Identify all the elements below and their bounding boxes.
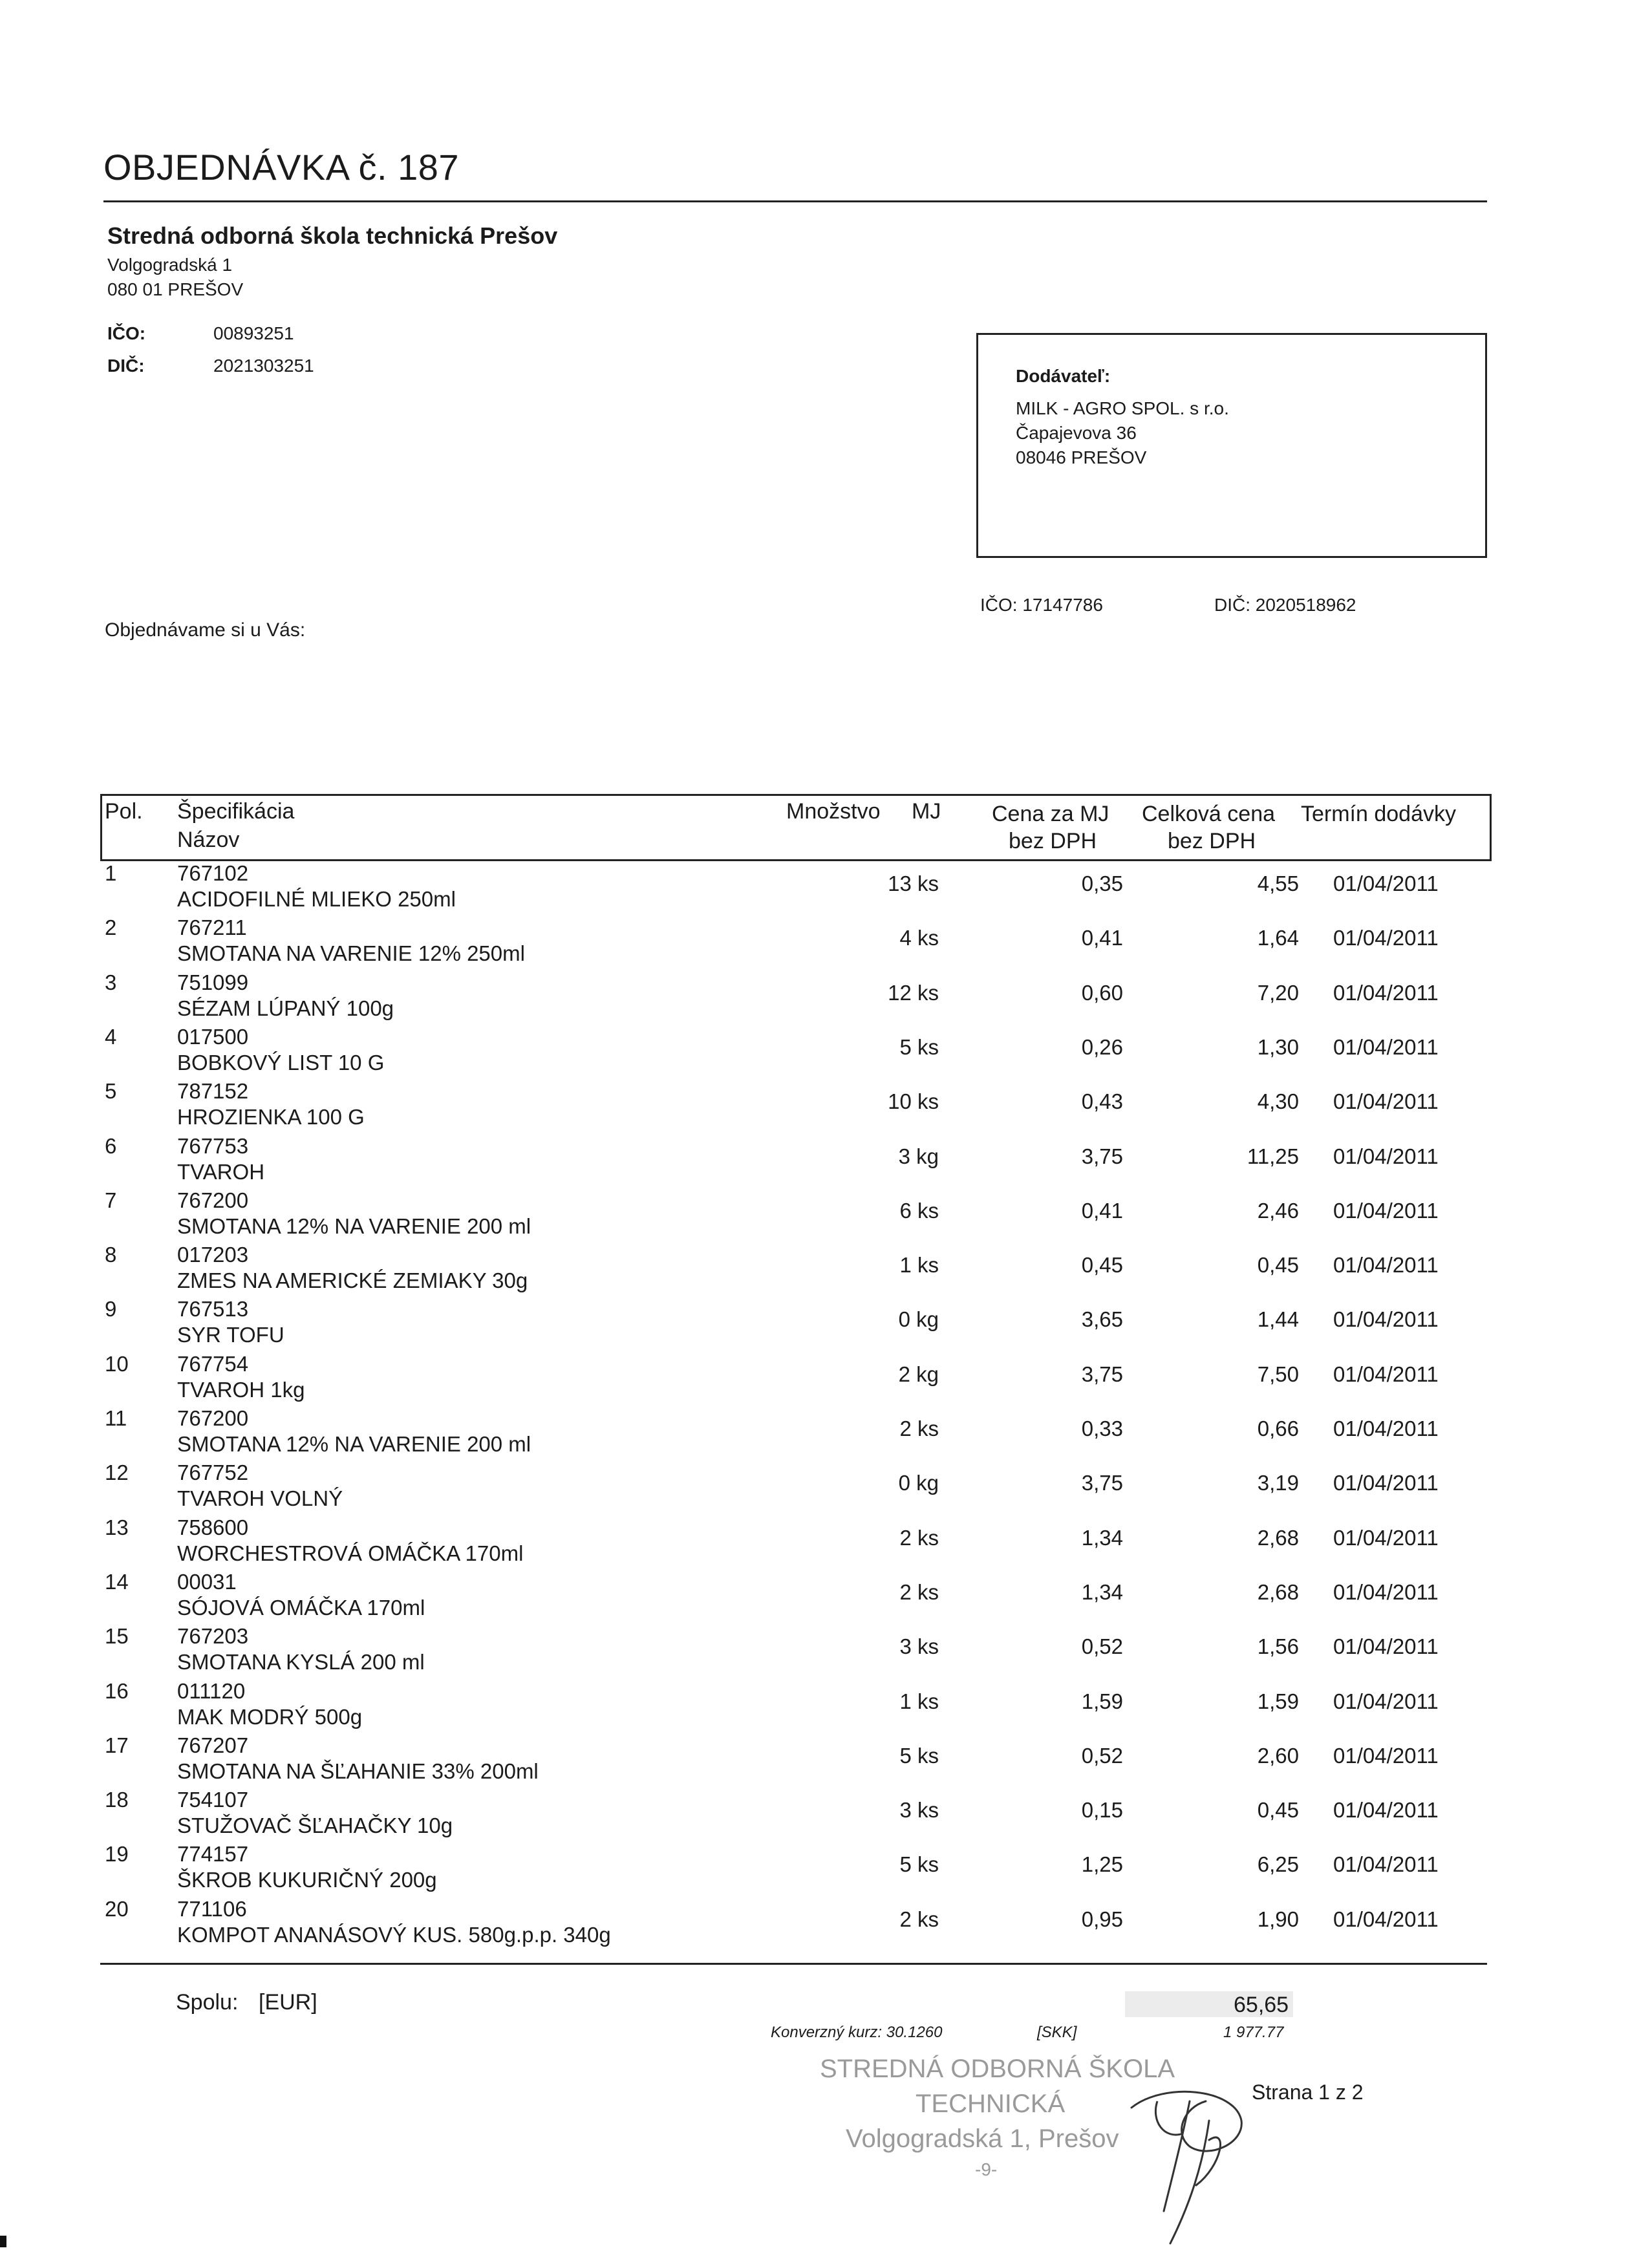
table-row — [0, 1624, 1650, 1678]
row-code: 767207 — [177, 1733, 249, 1757]
row-total-price: 1,44 — [1257, 1307, 1299, 1332]
stamp-line-1: STREDNÁ ODBORNÁ ŠKOLA — [820, 2055, 1175, 2083]
table-row — [0, 915, 1650, 970]
row-pol: 5 — [105, 1079, 117, 1104]
row-code: 767200 — [177, 1188, 249, 1212]
table-row — [0, 1842, 1650, 1896]
table-row — [0, 1460, 1650, 1515]
row-name: WORCHESTROVÁ OMÁČKA 170ml — [177, 1541, 524, 1565]
row-pol: 4 — [105, 1024, 117, 1049]
buyer-dic-value: 2021303251 — [213, 356, 314, 376]
row-delivery-date: 01/04/2011 — [1333, 1579, 1439, 1604]
row-pol: 16 — [105, 1678, 129, 1703]
row-unit-price: 0,60 — [1081, 980, 1123, 1005]
row-delivery-date: 01/04/2011 — [1333, 1307, 1439, 1332]
row-qty: 4 ks — [899, 926, 939, 950]
total-skk: 1 977.77 — [1223, 2024, 1284, 2041]
row-qty: 0 kg — [898, 1307, 939, 1332]
buyer-street: Volgogradská 1 — [107, 255, 233, 275]
row-qty: 3 ks — [899, 1634, 939, 1659]
row-pol: 18 — [105, 1788, 129, 1812]
total-currency: [EUR] — [259, 1990, 317, 2015]
row-name: SMOTANA NA VARENIE 12% 250ml — [177, 941, 525, 966]
row-delivery-date: 01/04/2011 — [1333, 1253, 1439, 1278]
row-qty: 3 ks — [899, 1798, 939, 1823]
table-row — [0, 1352, 1650, 1406]
row-name: SÓJOVÁ OMÁČKA 170ml — [177, 1595, 425, 1620]
row-delivery-date: 01/04/2011 — [1333, 1089, 1439, 1114]
row-code: 774157 — [177, 1842, 249, 1867]
row-code: 767200 — [177, 1406, 249, 1430]
row-name: TVAROH — [177, 1159, 265, 1184]
row-qty: 1 ks — [899, 1253, 939, 1278]
row-name: SMOTANA KYSLÁ 200 ml — [177, 1650, 425, 1674]
row-pol: 3 — [105, 970, 117, 994]
row-name: BOBKOVÝ LIST 10 G — [177, 1050, 385, 1075]
row-unit-price: 0,52 — [1081, 1743, 1123, 1768]
row-code: 017203 — [177, 1243, 249, 1267]
skk-unit: [SKK] — [1037, 2024, 1077, 2041]
row-qty: 6 ks — [899, 1198, 939, 1223]
total-label: Spolu: — [176, 1990, 239, 2015]
buyer-ico-value: 00893251 — [213, 323, 294, 343]
row-delivery-date: 01/04/2011 — [1333, 1634, 1439, 1659]
header-unit: MJ — [912, 799, 941, 824]
table-row — [0, 1679, 1650, 1733]
row-pol: 7 — [105, 1188, 117, 1212]
row-pol: 14 — [105, 1569, 129, 1594]
row-code: 751099 — [177, 970, 249, 994]
row-qty: 2 kg — [898, 1362, 939, 1386]
row-qty: 5 ks — [899, 1743, 939, 1768]
document-title: OBJEDNÁVKA č. 187 — [103, 147, 460, 187]
row-code: 787152 — [177, 1079, 249, 1104]
stamp-line-3: Volgogradská 1, Prešov — [846, 2124, 1119, 2153]
row-code: 754107 — [177, 1788, 249, 1812]
row-total-price: 7,20 — [1257, 980, 1299, 1005]
row-total-price: 7,50 — [1257, 1362, 1299, 1386]
row-code: 767754 — [177, 1351, 249, 1376]
row-total-price: 4,55 — [1257, 872, 1299, 895]
order-intro: Objednávame si u Vás: — [105, 619, 306, 641]
row-code: 00031 — [177, 1569, 237, 1594]
row-name: TVAROH VOLNÝ — [177, 1486, 343, 1511]
row-total-price: 3,19 — [1257, 1471, 1299, 1495]
row-qty: 10 ks — [888, 1089, 939, 1114]
row-delivery-date: 01/04/2011 — [1333, 1362, 1439, 1386]
row-delivery-date: 01/04/2011 — [1333, 980, 1439, 1005]
conversion-rate: Konverzný kurz: 30.1260 — [771, 2024, 943, 2041]
stamp-line-2: TECHNICKÁ — [916, 2090, 1066, 2118]
row-code: 767102 — [177, 861, 249, 885]
row-delivery-date: 01/04/2011 — [1333, 1198, 1439, 1223]
supplier-street: Čapajevova 36 — [1016, 423, 1137, 443]
table-row — [0, 1733, 1650, 1788]
row-code: 771106 — [177, 1896, 247, 1921]
row-qty: 5 ks — [899, 1852, 939, 1877]
row-total-price: 1,56 — [1257, 1634, 1299, 1659]
row-code: 767752 — [177, 1460, 249, 1485]
row-unit-price: 1,59 — [1081, 1689, 1123, 1713]
table-row — [0, 1297, 1650, 1351]
table-row — [0, 1188, 1650, 1243]
row-name: MAK MODRÝ 500g — [177, 1704, 363, 1729]
row-pol: 6 — [105, 1133, 117, 1158]
row-code: 758600 — [177, 1515, 249, 1539]
row-pol: 1 — [105, 861, 117, 885]
row-unit-price: 3,75 — [1081, 1144, 1123, 1168]
row-pol: 8 — [105, 1243, 117, 1267]
row-name: ACIDOFILNÉ MLIEKO 250ml — [177, 887, 456, 911]
buyer-city: 080 01 PREŠOV — [107, 279, 244, 299]
row-total-price: 2,68 — [1257, 1525, 1299, 1550]
title-divider — [103, 200, 1487, 202]
row-total-price: 2,68 — [1257, 1579, 1299, 1604]
table-row — [0, 1570, 1650, 1624]
row-total-price: 1,59 — [1257, 1689, 1299, 1713]
supplier-box — [976, 333, 1487, 558]
row-pol: 10 — [105, 1351, 129, 1376]
row-total-price: 2,46 — [1257, 1198, 1299, 1223]
row-name: KOMPOT ANANÁSOVÝ KUS. 580g.p.p. 340g — [177, 1922, 611, 1947]
row-unit-price: 0,41 — [1081, 926, 1123, 950]
table-row — [0, 1897, 1650, 1951]
row-unit-price: 0,15 — [1081, 1798, 1123, 1823]
row-name: TVAROH 1kg — [177, 1377, 305, 1402]
row-delivery-date: 01/04/2011 — [1333, 1852, 1439, 1877]
row-name: ZMES NA AMERICKÉ ZEMIAKY 30g — [177, 1268, 528, 1293]
row-delivery-date: 01/04/2011 — [1333, 1417, 1439, 1440]
header-name: Názov — [177, 828, 240, 852]
row-delivery-date: 01/04/2011 — [1333, 1471, 1439, 1495]
header-date: Termín dodávky — [1301, 802, 1456, 826]
row-pol: 20 — [105, 1896, 129, 1921]
row-pol: 19 — [105, 1842, 129, 1867]
row-code: 767753 — [177, 1133, 249, 1158]
row-unit-price: 3,75 — [1081, 1362, 1123, 1386]
supplier-city: 08046 PREŠOV — [1016, 447, 1147, 467]
row-name: STUŽOVAČ ŠĽAHAČKY 10g — [177, 1813, 453, 1838]
row-pol: 17 — [105, 1733, 129, 1757]
table-row — [0, 970, 1650, 1025]
row-total-price: 0,45 — [1257, 1253, 1299, 1278]
table-row — [0, 1134, 1650, 1188]
row-unit-price: 0,45 — [1081, 1253, 1123, 1278]
table-row — [0, 1515, 1650, 1570]
row-pol: 13 — [105, 1515, 129, 1539]
buyer-ico-label: IČO: — [107, 323, 146, 343]
header-total-line2: bez DPH — [1168, 829, 1256, 853]
table-row — [0, 1025, 1650, 1079]
header-price-line1: Cena za MJ — [992, 802, 1109, 826]
row-name: SÉZAM LÚPANÝ 100g — [177, 996, 394, 1020]
row-pol: 9 — [105, 1297, 117, 1321]
row-total-price: 1,90 — [1257, 1907, 1299, 1931]
row-unit-price: 1,25 — [1081, 1852, 1123, 1877]
row-code: 767203 — [177, 1624, 249, 1649]
row-total-price: 1,30 — [1257, 1034, 1299, 1059]
header-total-line1: Celková cena — [1142, 802, 1276, 826]
row-qty: 2 ks — [899, 1579, 939, 1604]
row-total-price: 1,64 — [1257, 926, 1299, 950]
header-pol: Pol. — [105, 799, 143, 824]
supplier-name: MILK - AGRO SPOL. s r.o. — [1016, 398, 1229, 418]
row-pol: 15 — [105, 1624, 129, 1649]
row-qty: 2 ks — [899, 1525, 939, 1550]
row-qty: 3 kg — [898, 1144, 939, 1168]
supplier-ico: IČO: 17147786 — [980, 595, 1103, 615]
row-name: ŠKROB KUKURIČNÝ 200g — [177, 1868, 437, 1892]
row-delivery-date: 01/04/2011 — [1333, 1689, 1439, 1713]
row-unit-price: 0,26 — [1081, 1034, 1123, 1059]
row-unit-price: 0,95 — [1081, 1907, 1123, 1931]
row-unit-price: 0,41 — [1081, 1198, 1123, 1223]
row-pol: 11 — [105, 1406, 127, 1430]
row-code: 767513 — [177, 1297, 249, 1321]
row-total-price: 0,66 — [1257, 1417, 1299, 1440]
row-unit-price: 3,65 — [1081, 1307, 1123, 1332]
row-pol: 2 — [105, 915, 117, 940]
supplier-dic: DIČ: 2020518962 — [1214, 595, 1356, 615]
row-code: 767211 — [177, 915, 247, 940]
row-code: 011120 — [177, 1678, 246, 1703]
row-unit-price: 0,33 — [1081, 1417, 1123, 1440]
row-unit-price: 0,52 — [1081, 1634, 1123, 1659]
row-delivery-date: 01/04/2011 — [1333, 1743, 1439, 1768]
row-total-price: 11,25 — [1247, 1144, 1299, 1168]
row-delivery-date: 01/04/2011 — [1333, 1034, 1439, 1059]
row-qty: 1 ks — [899, 1689, 939, 1713]
row-qty: 5 ks — [899, 1034, 939, 1059]
row-name: HROZIENKA 100 G — [177, 1105, 365, 1129]
row-qty: 0 kg — [898, 1471, 939, 1495]
row-qty: 2 ks — [899, 1417, 939, 1440]
total-eur: 65,65 — [1234, 1993, 1289, 2017]
header-spec: Špecifikácia — [177, 799, 295, 824]
table-row — [0, 1079, 1650, 1133]
row-delivery-date: 01/04/2011 — [1333, 1144, 1439, 1168]
page-indicator: Strana 1 z 2 — [1252, 2081, 1364, 2104]
row-delivery-date: 01/04/2011 — [1333, 1525, 1439, 1550]
supplier-label: Dodávateľ: — [1016, 366, 1111, 386]
row-unit-price: 1,34 — [1081, 1525, 1123, 1550]
row-unit-price: 0,35 — [1081, 872, 1123, 895]
buyer-dic-label: DIČ: — [107, 356, 145, 376]
row-qty: 12 ks — [888, 980, 939, 1005]
row-name: SMOTANA 12% NA VARENIE 200 ml — [177, 1214, 531, 1238]
header-price-line2: bez DPH — [1009, 829, 1097, 853]
row-code: 017500 — [177, 1024, 249, 1049]
table-bottom-divider — [100, 1963, 1487, 1965]
row-pol: 12 — [105, 1460, 129, 1485]
row-delivery-date: 01/04/2011 — [1333, 1798, 1439, 1823]
scan-edge-mark — [0, 2236, 6, 2247]
table-row — [0, 861, 1650, 915]
row-unit-price: 0,43 — [1081, 1089, 1123, 1114]
row-unit-price: 1,34 — [1081, 1579, 1123, 1604]
row-total-price: 2,60 — [1257, 1743, 1299, 1768]
buyer-name: Stredná odborná škola technická Prešov — [107, 222, 558, 249]
row-name: SMOTANA 12% NA VARENIE 200 ml — [177, 1432, 531, 1456]
row-total-price: 0,45 — [1257, 1798, 1299, 1823]
row-total-price: 4,30 — [1257, 1089, 1299, 1114]
row-delivery-date: 01/04/2011 — [1333, 926, 1439, 950]
row-total-price: 6,25 — [1257, 1852, 1299, 1877]
stamp-line-4: -9- — [975, 2159, 998, 2179]
table-row — [0, 1788, 1650, 1842]
table-row — [0, 1243, 1650, 1297]
row-qty: 13 ks — [888, 872, 939, 895]
row-delivery-date: 01/04/2011 — [1333, 872, 1439, 895]
row-delivery-date: 01/04/2011 — [1333, 1907, 1439, 1931]
header-qty: Množstvo — [786, 799, 881, 824]
row-name: SMOTANA NA ŠĽAHANIE 33% 200ml — [177, 1759, 539, 1783]
row-qty: 2 ks — [899, 1907, 939, 1931]
row-unit-price: 3,75 — [1081, 1471, 1123, 1495]
row-name: SYR TOFU — [177, 1323, 284, 1347]
table-row — [0, 1406, 1650, 1460]
